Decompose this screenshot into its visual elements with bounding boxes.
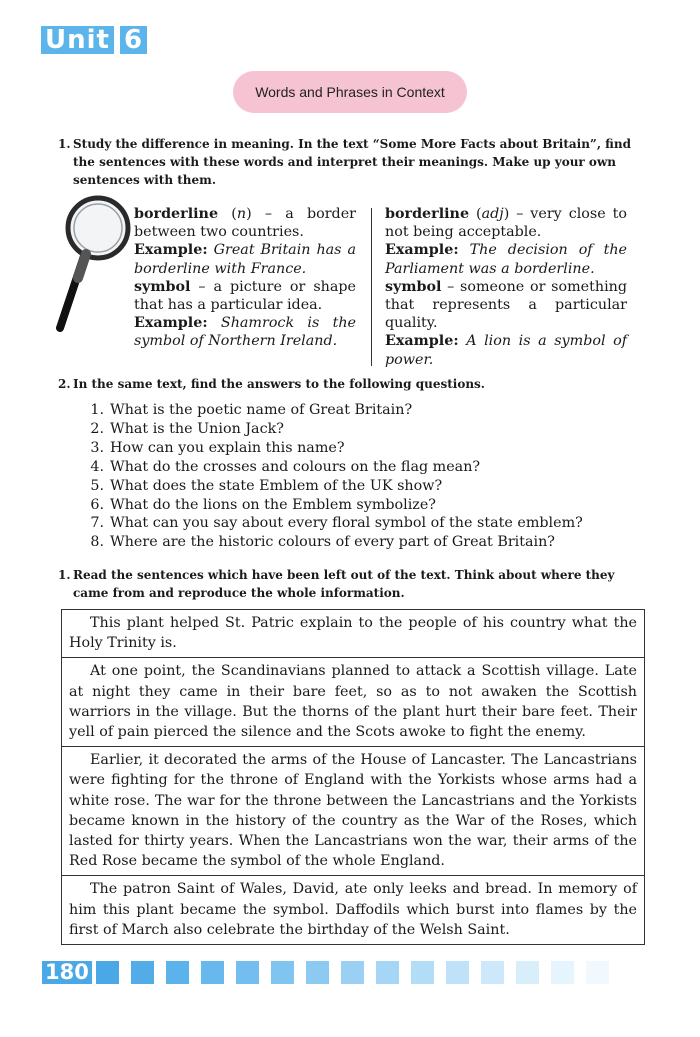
task-3-instruction <box>58 566 648 602</box>
question-number: 7. <box>90 515 104 532</box>
list-item <box>82 533 642 552</box>
list-item <box>82 458 642 477</box>
text-box: At one point, the Scandinavians planned to attack a Scottish village. Late at night they came in their bare feet, so as to not awaken the Scottish warriors in the village. But the thorns of the plant hurt their bare feet. Their yell of pain pierced the silence and the Scots awoke to fight the enemy. <box>62 657 644 746</box>
part-of-speech: (n) <box>231 206 252 222</box>
task-2-instruction <box>58 375 648 393</box>
example-label: Example: <box>134 315 208 332</box>
page-number: 180 <box>42 961 92 984</box>
question-number: 5. <box>90 477 104 494</box>
unit-number: 6 <box>120 26 147 54</box>
definition: – someone or something that represents a particular quality. <box>385 278 627 332</box>
text-boxes <box>61 609 645 945</box>
magnifying-glass-icon <box>54 192 132 334</box>
example-label: Example: <box>385 242 459 259</box>
page-footer <box>42 961 609 984</box>
decor-square <box>586 961 609 984</box>
decor-square <box>516 961 539 984</box>
question-list <box>82 401 642 552</box>
text-box: This plant helped St. Patric explain to the people of his country what the Holy Trinity is. <box>69 615 637 652</box>
decor-square <box>376 961 399 984</box>
task-text: In the same text, find the answers to the following questions. <box>73 377 485 391</box>
list-item <box>82 420 642 439</box>
task-1-instruction <box>58 135 648 189</box>
question-number: 6. <box>90 496 104 513</box>
decor-square <box>201 961 224 984</box>
example: The decision of the Parliament was a borderline. <box>385 242 627 277</box>
example-label: Example: <box>385 333 459 350</box>
term: borderline <box>134 206 219 222</box>
definition: – very close to not being acceptable. <box>385 206 627 241</box>
decor-square <box>446 961 469 984</box>
definitions-adjective <box>385 205 627 369</box>
list-item <box>82 439 642 458</box>
decor-square <box>166 961 189 984</box>
decor-square <box>481 961 504 984</box>
column-divider <box>371 208 372 366</box>
task-number: 1. <box>58 568 71 582</box>
text-box: Earlier, it decorated the arms of the House of Lancaster. The Lancastrians were fighting for the throne of England with the Yorkists whose arms had a white rose. The war for the throne between the Lancastrians and the Yorkists became known in the history of the country as the War of the Roses, which lasted for thirty years. When the Lancastrians won the war, their arms of the Red Rose became the symbol of the whole England. <box>62 746 644 875</box>
question-text: What does the state Emblem of the UK show? <box>110 477 443 494</box>
question-number: 2. <box>90 420 104 437</box>
term: symbol <box>385 278 442 295</box>
question-text: What can you say about every floral symbol of the state emblem? <box>110 515 583 532</box>
task-number: 2. <box>58 377 71 391</box>
example: A lion is a symbol of power. <box>385 333 627 368</box>
definitions-noun <box>134 205 356 351</box>
decor-square <box>551 961 574 984</box>
list-item <box>82 496 642 515</box>
task-text: Read the sentences which have been left out of the text. Think about where they came from and reproduce the whole information. <box>73 568 615 600</box>
task-text: Study the difference in meaning. In the text “Some More Facts about Britain”, find the sentences with these words and interpret their meanings. Make up your own sentences with them. <box>73 137 632 187</box>
question-number: 1. <box>90 402 104 418</box>
question-number: 8. <box>90 534 104 551</box>
task-number: 1. <box>58 137 71 151</box>
definition: – a border between two countries. <box>134 206 356 241</box>
question-text: How can you explain this name? <box>110 439 345 456</box>
question-text: What do the crosses and colours on the flag mean? <box>110 458 481 475</box>
decor-square <box>341 961 364 984</box>
text-box: The patron Saint of Wales, David, ate only leeks and bread. In memory of him this plant became the symbol. Daffodils which burst into flames by the first of March also celebrate the birthday of the Welsh Saint. <box>62 875 644 944</box>
example: Great Britain has a borderline with France. <box>134 242 356 277</box>
example-label: Example: <box>134 242 208 259</box>
decor-square <box>236 961 259 984</box>
part-of-speech: (adj) <box>476 206 510 222</box>
definition: – a picture or shape that has a particular idea. <box>134 278 356 314</box>
question-text: What is the poetic name of Great Britain? <box>110 402 413 418</box>
decor-square <box>411 961 434 984</box>
question-text: What is the Union Jack? <box>110 420 284 437</box>
list-item <box>82 477 642 496</box>
question-text: Where are the historic colours of every part of Great Britain? <box>110 534 555 551</box>
example: Shamrock is the symbol of Northern Ireland. <box>134 315 356 350</box>
term: borderline <box>385 206 470 222</box>
question-number: 4. <box>90 458 104 475</box>
decor-square <box>271 961 294 984</box>
decor-square <box>131 961 154 984</box>
term: symbol <box>134 278 191 295</box>
decor-square <box>96 961 119 984</box>
list-item <box>82 401 642 420</box>
question-text: What do the lions on the Emblem symbolize? <box>110 496 436 513</box>
unit-label: Unit <box>41 26 114 54</box>
unit-header <box>41 26 147 54</box>
section-title: Words and Phrases in Context <box>233 71 467 113</box>
question-number: 3. <box>90 439 104 456</box>
list-item <box>82 514 642 533</box>
decor-square <box>306 961 329 984</box>
